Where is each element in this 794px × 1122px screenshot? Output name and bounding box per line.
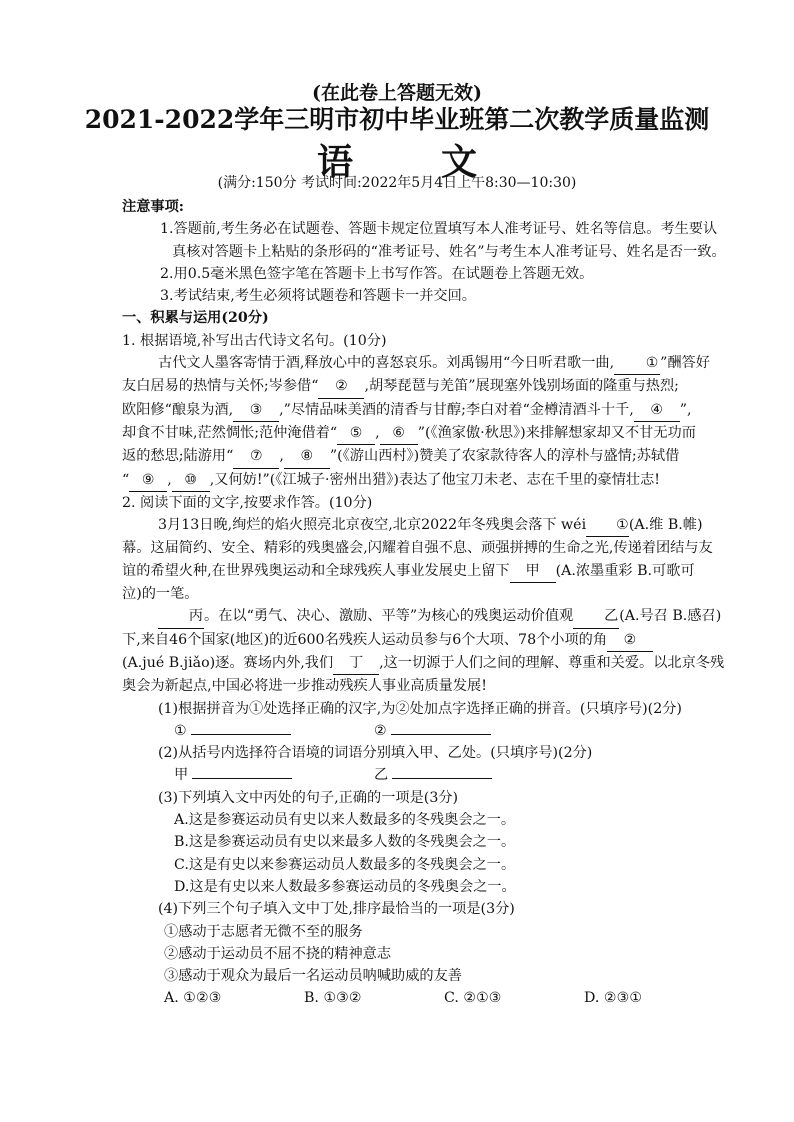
sub-question-1: (1)根据拼音为①处选择正确的汉字,为②处加点字选择正确的拼音。(只填序号)(2分) — [158, 700, 682, 717]
answer-line-1[interactable] — [191, 734, 291, 735]
exam-body — [122, 196, 778, 1010]
q2-blank-2: ② — [607, 629, 653, 652]
subject-char-2: 文 — [441, 141, 478, 183]
option-d: D.这是有史以来人数最多参赛运动员的冬残奥会之一。 — [174, 878, 516, 895]
order-option-c: C. ②①③ — [444, 990, 502, 1007]
q2-passage: 3月13日晚,绚烂的焰火照亮北京夜空,北京2022年冬残奥会落下 wéi ①(A.维 B.帷) 幕。这届简约、安全、精彩的残奥盛会,闪耀着自强不息、顽强拼搏的生命之光,传递着团结与友 谊的希望火种,在世界残奥运动和全球残疾人事业发展史上留下 甲 (A.浓墨重彩 B.可歌可 泣)的一笔。 丙。在以“勇气、决心、激励、平等”为核心的残奥运动价值观 乙(A.号召 B.感召) 下,来自46个国家(地区)的近600名残疾人运动员参与6个大项、78个小项的角 ② (A.jué B.jiǎo)逐。赛场内外,我们 丁 ,这一切源于人们之间的理解、尊重和关爱。以北京冬残 奥会为新起点,中国必将进一步推动残疾人事业高质量发展! — [128, 514, 778, 697]
option-b: B.这是参赛运动员有史以来最多人数的冬残奥会之一。 — [174, 834, 516, 851]
answer-row-1: ① ② — [128, 720, 778, 742]
notice-item-1b: 真核对答题卡上粘贴的条形码的“准考证号、姓名”与考生本人准考证号、姓名是否一致。 — [172, 243, 726, 260]
sub-question-2: (2)从括号内选择符合语境的词语分别填入甲、乙处。(只填序号)(2分) — [158, 745, 593, 762]
q1-text: 古代文人墨客寄情于酒,释放心中的喜怒哀乐。刘禹锡用“今日听君歌一曲, ① ”酬答好 友白居易的热情与关怀;岑参借“ ② ,胡琴琵琶与羌笛”展现塞外饯别场面的隆重与热烈; 欧阳修“酿泉为酒, ③ ,”尽情品味美酒的清香与甘醇;李白对着“金樽清酒斗十千, ④ ”, 却食不甘味,茫然惆怅;范仲淹借着“ ⑤ , ⑥ ”(《渔家傲·秋思》)来排解想家却又不甘无功而 返的愁思;陆游用“ ⑦ , ⑧ ”(《游山西村》)赞美了农家款待客人的淳朴与盛情;苏轼借 “ ⑨ , ⑩ ,又何妨!”(《江城子·密州出猎》)表达了他宝刀未老、志在千里的豪情壮志! — [128, 352, 778, 492]
invalid-banner: (在此卷上答题无效) — [312, 82, 482, 104]
answer-row-2: 甲 乙 — [128, 764, 778, 786]
option-a: A.这是参赛运动员有史以来人数最多的冬残奥会之一。 — [174, 812, 516, 829]
q1-blank-10: ⑩ — [172, 469, 210, 492]
order-option-a: A. ①②③ — [164, 990, 222, 1007]
section-heading: 一、积累与运用(20分) — [122, 310, 269, 327]
q1-blank-4: ④ — [634, 399, 680, 422]
q2-prompt: 2. 阅读下面的文字,按要求作答。(10分) — [122, 494, 373, 511]
q2-blank-1: ① — [586, 514, 629, 537]
q1-prompt: 1. 根据语境,补写出古代诗文名句。(10分) — [122, 332, 387, 349]
notice-heading: 注意事项: — [122, 199, 184, 215]
order-options — [128, 987, 778, 1009]
q1-blank-1: ① — [614, 352, 660, 375]
q1-blank-9: ⑨ — [129, 469, 167, 492]
sentence-2: ②感动于运动员不屈不挠的精神意志 — [164, 945, 392, 962]
q1-blank-8: ⑧ — [284, 445, 330, 468]
notice-item-2: 2.用0.5毫米黑色签字笔在答题卡上书写作答。在试题卷上答题无效。 — [160, 265, 594, 282]
order-option-b: B. ①③② — [304, 990, 362, 1007]
q1-blank-2: ② — [318, 375, 364, 398]
q2-blank-jia: 甲 — [510, 560, 556, 583]
notice-item-3: 3.考试结束,考生必须将试题卷和答题卡一并交回。 — [160, 288, 476, 305]
q2-blank-ding: 丁 — [333, 652, 379, 675]
option-c: C.这是有史以来参赛运动员人数最多的冬残奥会之一。 — [174, 856, 516, 873]
q1-blank-3: ③ — [233, 399, 279, 422]
sentence-1: ①感动于志愿者无微不至的服务 — [164, 923, 363, 940]
answer-line-yi[interactable] — [392, 778, 492, 779]
answer-line-2[interactable] — [391, 734, 491, 735]
notice-item-1a: 1.答题前,考生务必在试题卷、答题卡规定位置填写本人准考证号、姓名等信息。考生要认 — [160, 221, 718, 238]
sentence-3: ③感动于观众为最后一名运动员呐喊助威的友善 — [164, 968, 462, 985]
q1-blank-5: ⑤ — [337, 422, 375, 445]
sub-question-4: (4)下列三个句子填入文中丁处,排序最恰当的一项是(3分) — [158, 901, 515, 918]
exam-title: 2021-2022学年三明市初中毕业班第二次教学质量监测 — [84, 105, 710, 134]
q2-blank-yi: 乙 — [573, 605, 619, 628]
answer-line-jia[interactable] — [192, 778, 292, 779]
exam-meta: (满分:150分 考试时间:2022年5月4日上午8:30—10:30) — [217, 175, 577, 191]
order-option-d: D. ②③① — [584, 990, 643, 1007]
q2-blank-bing: 丙 — [158, 605, 204, 628]
subject-char-1: 语 — [316, 141, 353, 183]
q1-blank-7: ⑦ — [233, 445, 279, 468]
q1-blank-6: ⑥ — [380, 422, 418, 445]
sub-question-3: (3)下列填入文中丙处的句子,正确的一项是(3分) — [158, 789, 459, 806]
